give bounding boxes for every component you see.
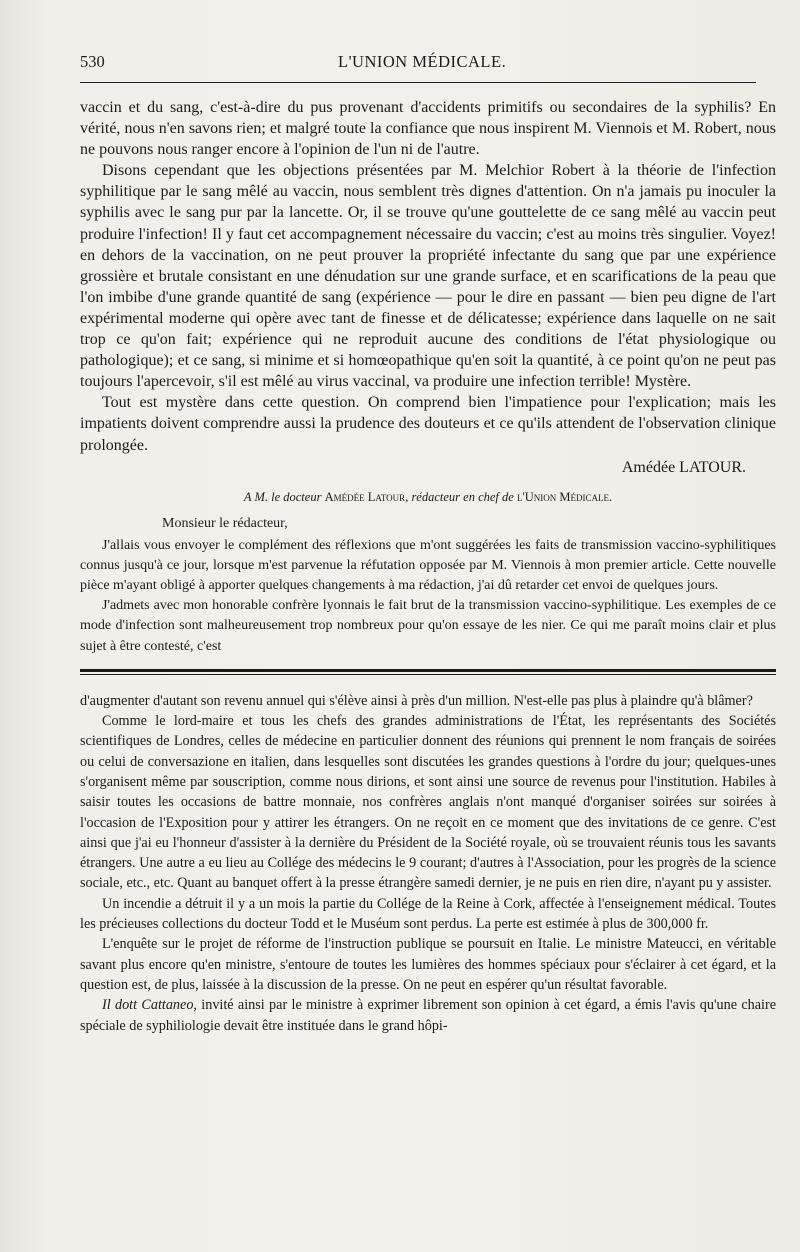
author-signature: Amédée LATOUR. <box>621 458 746 476</box>
article-paragraph: Tout est mystère dans cette question. On comprend bien l'impatience pour l'explication; mais les impatients doivent comprendre aussi la prudence des douteurs et ce qu'ils attendent de l'observation clinique prolongée. <box>80 394 776 454</box>
feuilleton-paragraph: Comme le lord-maire et tous les chefs des grandes administrations de l'État, les représentants des Sociétés scientifiques de Londres, celles de médecine en particulier donnent des réunions qui prennent le nom français de soirées ou celui de conversazione en italien, dans lesquelles sont discutées les grandes questions à l'ordre du jour; quelques-unes s'organisent même par souscription, comme nous dirions, et sont ainsi une source de revenus pour l'institution. Habiles à saisir toutes les occasions de battre monnaie, nos confrères anglais n'ont manqué d'organiser soirées sur soirées à l'occasion de l'Exposition pour y attirer les étrangers. On ne reçoit en ce moment que des invitations de ce genre. C'est ainsi que j'ai eu l'honneur d'assister à la dernière du Président de la Société royale, où se trouvaient réunis tous les savants étrangers. Une autre a eu lieu au Collége des médecins le 9 courant; d'autres à l'Association, pour les progrès de la science sociale, etc., etc. Quant au banquet offert à la presse étrangère samedi dernier, je ne puis en rien dire, n'ayant pu y assister. <box>80 713 776 892</box>
letter-paragraph: J'allais vous envoyer le complément des réflexions que m'ont suggérées les faits de transmission vaccino-syphilitiques connus jusqu'à ce jour, lorsque m'est parvenue la réfutation opposée par M. Viennois à mon premier article. Cette nouvelle pièce m'ayant obligé à apporter quelques changements à ma rédaction, j'ai dû retarder cet envoi de quelques jours. <box>80 537 776 593</box>
main-article <box>80 97 776 456</box>
letter-greeting: Monsieur le rédacteur, <box>162 515 288 531</box>
article-paragraph: vaccin et du sang, c'est-à-dire du pus provenant d'accidents primitifs ou secondaires de la syphilis? En vérité, nous n'en savons rien; et malgré toute la confiance que nous inspirent M. Viennois et M. Robert, nous ne pouvons nous ranger encore à l'opinion de l'un ni de l'autre. <box>80 99 776 159</box>
italic-name: Il dott Cattaneo, <box>102 997 197 1014</box>
address-prefix: A M. le docteur <box>243 489 322 504</box>
running-title: L'UNION MÉDICALE. <box>338 52 507 71</box>
address-name: Amédée Latour <box>324 489 406 504</box>
letter-address <box>80 484 776 510</box>
feuilleton-paragraph: d'augmenter d'autant son revenu annuel qui s'élève ainsi à près d'un million. N'est-elle pas plus à plaindre qu'à blâmer? <box>80 692 753 709</box>
header-rule <box>80 82 756 83</box>
letter-body <box>80 536 776 657</box>
paragraph-text: invité ainsi par le ministre à exprimer librement son opinion à cet égard, a émis l'avis qu'une chaire spéciale de syphiliologie devait être instituée dans le grand hôpi- <box>80 997 776 1034</box>
page-header <box>80 52 776 78</box>
feuilleton-paragraph: Un incendie a détruit il y a un mois la partie du Collége de la Reine à Cork, affectée à l'enseignement médical. Toutes les précieuses collections du docteur Todd et le Muséum sont perdus. La perte est estimée à plus de 300,000 fr. <box>80 895 776 933</box>
page-number: 530 <box>80 52 105 71</box>
feuilleton-divider <box>80 669 776 675</box>
feuilleton-paragraph-last <box>80 995 776 1036</box>
feuilleton <box>80 691 776 1036</box>
letter-paragraph: J'admets avec mon honorable confrère lyonnais le fait brut de la transmission vaccino-syphilitique. Les exemples de ce mode d'infection sont malheureusement trop nombreux pour qu'on essaye de les nier. Ce qui me paraît moins clair et plus sujet à être contesté, c'est <box>80 598 776 654</box>
address-middle: , rédacteur en chef de <box>405 489 514 504</box>
address-journal: l'Union Médicale. <box>516 489 613 504</box>
article-paragraph: Disons cependant que les objections présentées par M. Melchior Robert à la théorie de l'infection syphilitique par le sang mêlé au vaccin, nous semblent très dignes d'attention. On n'a jamais pu inoculer la syphilis avec le sang pur par la lancette. Or, il se trouve qu'une gouttelette de ce sang mêlé au vaccin peut produire l'infection! Il y faut cet accompagnement nécessaire du vaccin; c'est au moins très singulier. Voyez! en dehors de la vaccination, on ne peut prouver la propriété infectante du sang que par une expérience grossière et brutale consistant en une dénudation sur une grande surface, et en scarifications de la peau que l'on imbibe d'une grande quantité de sang (expérience — pour le dire en passant — bien peu digne de l'art expérimental moderne qui opère avec tant de finesse et de délicatesse; expérience dans laquelle on ne sait trop ce qu'on fait; expérience qui ne reproduit aucune des conditions de l'état physiologique ou pathologique); et ce sang, si minime et si homœopathique qu'en soit la quantité, à ce point qu'on ne peut pas toujours l'apercevoir, s'il est mêlé au virus vaccinal, va produire une infection terrible! Mystère. <box>80 162 776 391</box>
feuilleton-paragraph: L'enquête sur le projet de réforme de l'instruction publique se poursuit en Italie. Le ministre Mateucci, en véritable savant plus encore qu'en ministre, s'entoure de toutes les lumières des hommes spéciaux pour s'éclairer à cet égard, et la question est, de plus, laissée à la discussion de la presse. On ne peut en espérer qu'un résultat favorable. <box>80 936 776 993</box>
